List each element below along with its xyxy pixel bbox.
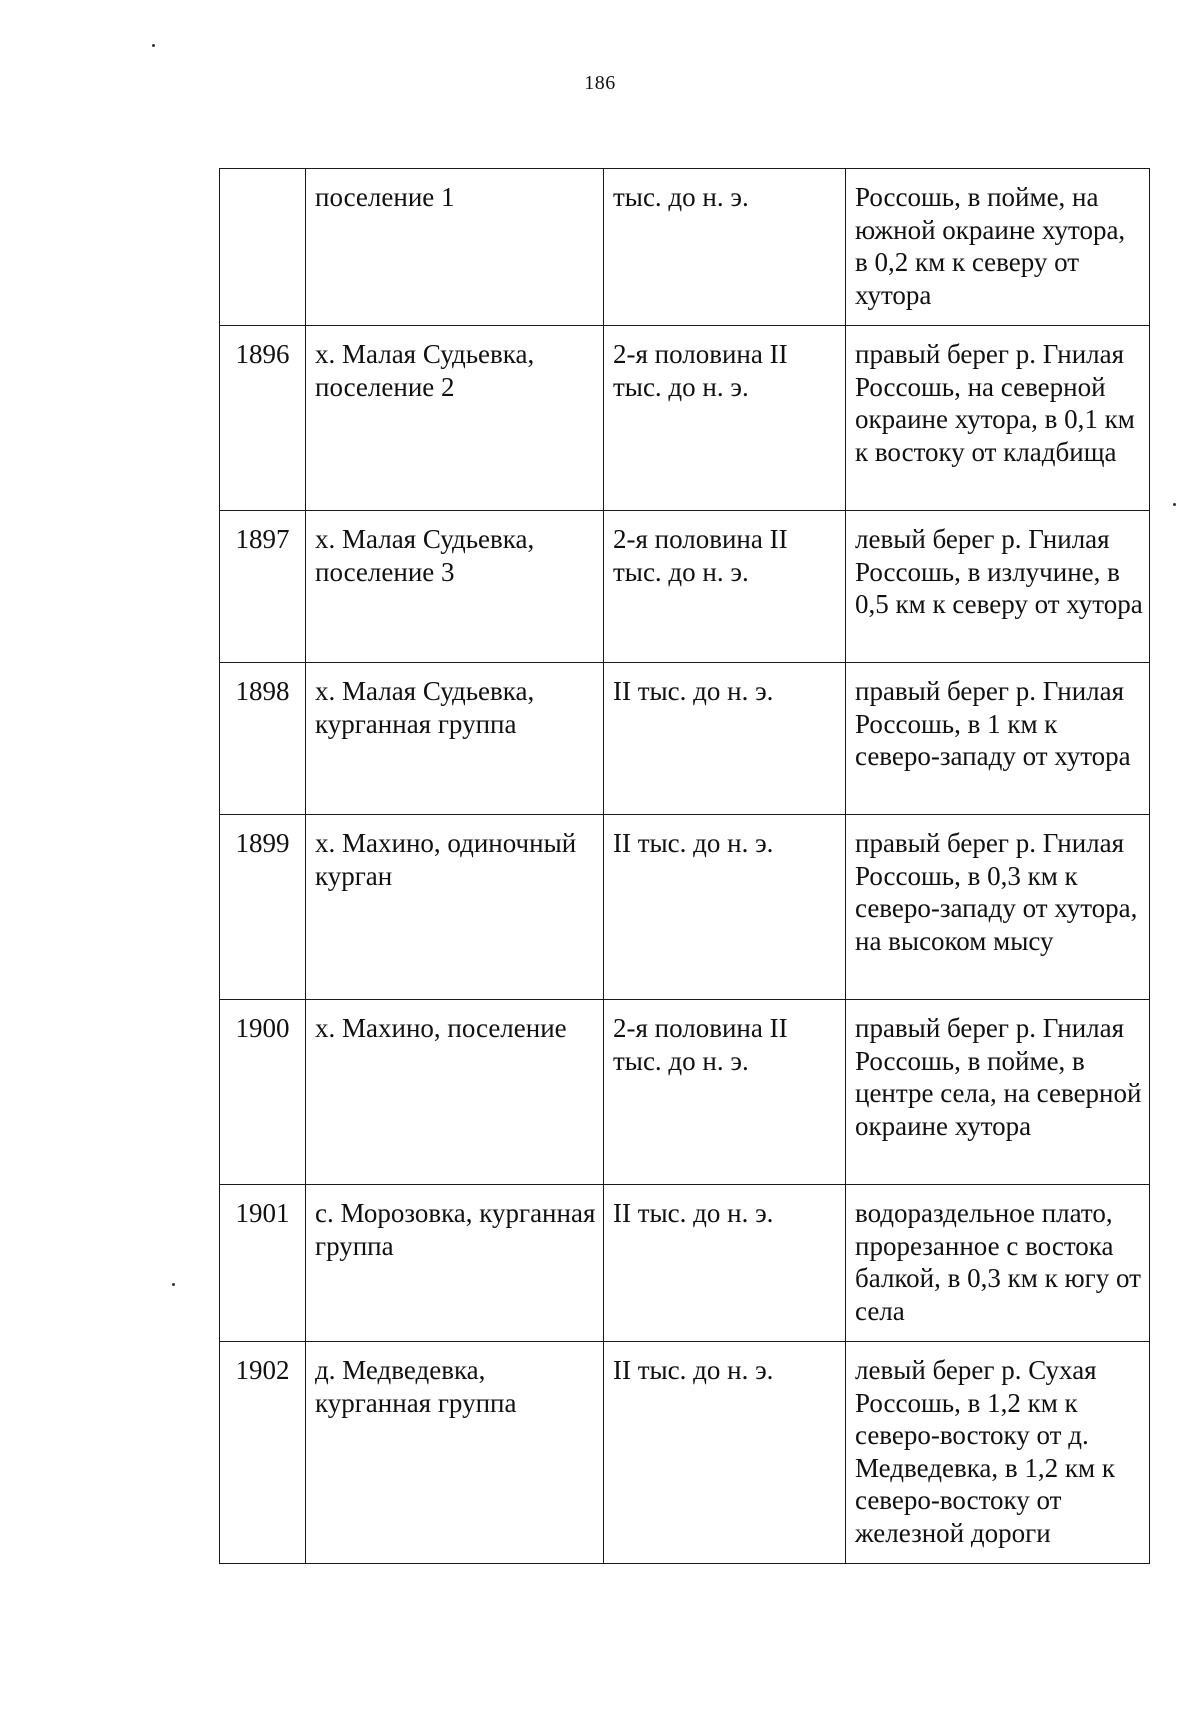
table-row	[220, 169, 1150, 326]
row-number-cell	[220, 326, 306, 511]
table-row	[220, 1342, 1150, 1564]
row-number: 1902	[235, 1355, 290, 1385]
site-name-cell	[306, 663, 604, 815]
site-name: х. Махино, поселение	[315, 1013, 567, 1043]
site-name-cell	[306, 1342, 604, 1564]
location: водораздельное плато, прорезанное с востока балкой, в 0,3 км к югу от села	[855, 1198, 1141, 1326]
location: правый берег р. Гнилая Россошь, в 0,3 км к северо-западу от хутора, на высоком мысу	[855, 828, 1138, 956]
location-cell	[846, 815, 1150, 1000]
row-number: 1901	[235, 1198, 290, 1228]
scan-speck	[172, 1283, 175, 1286]
row-number-cell	[220, 169, 306, 326]
dating-cell	[604, 169, 846, 326]
table-row	[220, 326, 1150, 511]
site-name: поселение 1	[315, 182, 455, 212]
location: правый берег р. Гнилая Россошь, на северной окраине хутора, в 0,1 км к востоку от кладбища	[855, 339, 1135, 467]
table-row	[220, 815, 1150, 1000]
dating-cell	[604, 511, 846, 663]
site-name-cell	[306, 169, 604, 326]
row-number-cell	[220, 663, 306, 815]
site-name-cell	[306, 815, 604, 1000]
location: Россошь, в пойме, на южной окраине хутора, в 0,2 км к северу от хутора	[855, 182, 1126, 310]
scan-speck	[1173, 503, 1176, 506]
site-name-cell	[306, 326, 604, 511]
location: правый берег р. Гнилая Россошь, в 1 км к северо-западу от хутора	[855, 676, 1131, 771]
site-name: х. Махино, одиночный курган	[315, 828, 577, 891]
dating-cell	[604, 815, 846, 1000]
site-name: х. Малая Судьевка, поселение 2	[315, 339, 535, 402]
dating-cell	[604, 1185, 846, 1342]
site-name: с. Морозовка, курганная группа	[315, 1198, 596, 1261]
dating: 2-я половина II тыс. до н. э.	[613, 339, 788, 402]
dating-cell	[604, 663, 846, 815]
monuments-table-body	[220, 169, 1150, 1564]
row-number-cell	[220, 511, 306, 663]
location: левый берег р. Гнилая Россошь, в излучине, в 0,5 км к северу от хутора	[855, 524, 1143, 619]
scan-speck	[152, 44, 155, 47]
site-name-cell	[306, 1000, 604, 1185]
dating: 2-я половина II тыс. до н. э.	[613, 524, 788, 587]
location-cell	[846, 1000, 1150, 1185]
location-cell	[846, 1342, 1150, 1564]
dating-cell	[604, 1000, 846, 1185]
dating-cell	[604, 326, 846, 511]
row-number-cell	[220, 815, 306, 1000]
site-name: х. Малая Судьевка, поселение 3	[315, 524, 535, 587]
site-name-cell	[306, 511, 604, 663]
dating-cell	[604, 1342, 846, 1564]
table-row	[220, 663, 1150, 815]
table-row	[220, 1000, 1150, 1185]
dating: 2-я половина II тыс. до н. э.	[613, 1013, 788, 1076]
site-name: х. Малая Судьевка, курганная группа	[315, 676, 535, 739]
location-cell	[846, 663, 1150, 815]
row-number-cell	[220, 1185, 306, 1342]
row-number: 1897	[235, 524, 290, 554]
dating: II тыс. до н. э.	[613, 1198, 774, 1228]
location: левый берег р. Сухая Россошь, в 1,2 км к северо-востоку от д. Медведевка, в 1,2 км к северо-востоку от железной дороги	[855, 1355, 1115, 1548]
row-number: 1896	[235, 339, 290, 369]
monuments-table	[219, 168, 1150, 1564]
location-cell	[846, 1185, 1150, 1342]
page-number: 186	[584, 72, 616, 94]
table-row	[220, 511, 1150, 663]
location-cell	[846, 326, 1150, 511]
row-number-cell	[220, 1342, 306, 1564]
row-number: 1900	[235, 1013, 290, 1043]
row-number: 1898	[235, 676, 290, 706]
location-cell	[846, 169, 1150, 326]
location-cell	[846, 511, 1150, 663]
dating: II тыс. до н. э.	[613, 1355, 774, 1385]
dating: II тыс. до н. э.	[613, 828, 774, 858]
dating: II тыс. до н. э.	[613, 676, 774, 706]
table-row	[220, 1185, 1150, 1342]
row-number-cell	[220, 1000, 306, 1185]
site-name-cell	[306, 1185, 604, 1342]
location: правый берег р. Гнилая Россошь, в пойме, в центре села, на северной окраине хутора	[855, 1013, 1142, 1141]
site-name: д. Медведевка, курганная группа	[315, 1355, 517, 1418]
row-number: 1899	[235, 828, 290, 858]
dating: тыс. до н. э.	[613, 182, 749, 212]
